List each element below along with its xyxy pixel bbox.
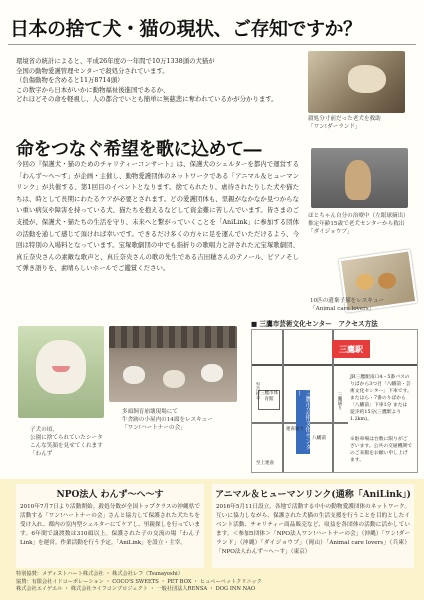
npo-right-title: アニマル＆ヒューマンリンク(通称「AniLink」) [215, 490, 411, 500]
npo-left-body: 2010年7月7日より活動開始。殺処分数が全国トップクラスの沖縄県で活動する「ワン!ハートナーの会」さんと協力して保護された犬たちを受け入れ、都内の室内型シェルターにてケアし、里親探しを行っています。6年間で譲渡数は310頭以上。保護された子の交流の場「わん子Link」を運営。作業活動を行う予定。「AniLink」を設立・主宰。 [20, 504, 200, 546]
road-label: 三鷹通り [337, 392, 342, 410]
caption-line: こんな笑顔を見せてくれます [30, 443, 103, 449]
kitten-shape [355, 273, 375, 291]
barn-dogs-photo [109, 326, 237, 402]
caption-line: 推定年齢15歳で老犬センターから救出 [308, 221, 405, 227]
sponsors-footer [16, 571, 416, 594]
white-dog-caption [30, 426, 110, 458]
divider [8, 44, 416, 45]
caption-line: 子犬の頃、 [30, 427, 58, 433]
rail-line [252, 364, 417, 366]
npo-left-box [16, 484, 204, 568]
old-dog-photo [308, 51, 405, 113]
old-dog-caption [308, 115, 418, 131]
caption-line: 殺処分寸前だった老犬を救助 [308, 116, 381, 122]
dog-shape [348, 65, 386, 93]
caption-line: 「ワン!ダーランド」 [308, 124, 361, 130]
headline-situation: 日本の捨て犬・猫の現状、ご存知ですか？ [10, 18, 362, 40]
text-line: どれほどその命を軽視し、人の都合でいとも簡単に無慈悲に奪われているかが分かります。 [16, 95, 278, 104]
text-line: （負傷動物を含めると11万8714頭） [16, 76, 124, 85]
road-vertical [282, 330, 284, 472]
sponsor-line: 協賛：有限会社イドコーポレーション ・ COCO'S SWEETS ・ PET BOX ・ ヒュペーペットクリニック [16, 578, 262, 585]
npo-right-box [212, 484, 414, 568]
police-label: 八幡前 [312, 436, 327, 441]
caption-line: 「ダイジョウブ」 [308, 229, 353, 235]
rescued-dog-caption [308, 212, 420, 236]
caption-line: 公園に捨てられていたシータ [30, 435, 103, 441]
access-map [251, 329, 418, 473]
dog-shape [123, 366, 145, 384]
center-label: 三鷹市芸術文化センター [296, 390, 310, 454]
headline-hope: 命をつなぐ希望を歌に込めて― [16, 139, 261, 160]
gymnasium-label: 三鷹市体育館 [258, 390, 280, 410]
dog-shape [345, 160, 371, 200]
text-line: 全国の動物愛護管理センターで殺処分されています。 [16, 66, 169, 75]
white-dog-photo [18, 326, 104, 418]
caption-line: 10匹の遺棄子猫をレスキュー [310, 298, 385, 304]
concert-paragraph: 今回の『保護犬・猫のためのチャリティーコンサート』は、保護犬のシェルターを都内で運営する「わんず〜へ〜す」が企画・主催し、動物愛護団体のネットワークである「アニマル＆ヒューマンリンク」が共催する、第1回目のイベントとなります。捨てられたり、虐待されたりした犬や猫たちは、時として長期にわたるケアが必要とされます。どの愛護団体も、里親がなかなか見つからない重い病気や障害を持っている犬、猫たちを抱えるなどして資金難に苦しんでいます。皆さまのご支援が、保護犬・猫たちの生活を守り、未来へと繋がっていくことを「AniLink」に参加する団体の活動を通して感じて頂ければ幸いです。できるだけ多くの方々に足を運んでいただけるよう、今回は特別の入場料となっています。宝塚歌劇団の中でも指折りの歌唱力と評された元宝塚歌劇団、真丘奈央さんの素敵な歌声と、真丘奈央さんの歌の先生である吉田穂さんのテノール、ピアノそして弾き語りを、素晴らしいホールでご鑑賞ください。 [16, 160, 299, 273]
dog-shape [201, 364, 223, 382]
caption-line: 「わんず [30, 451, 53, 457]
rescued-dog-photo [311, 148, 408, 208]
sponsor-line: 特別協賛：メディストハート株式会社 ・ 株式会社レフ（Tsunayoshi） [16, 571, 183, 577]
caption-line: 「Animal care lovers」 [310, 306, 375, 312]
map-title: ■ 三鷹市芸術文化センター アクセス方法 [251, 320, 378, 328]
road-label: 連雀通り [286, 427, 304, 432]
text-line: この数字から日本がいかに動物福祉後進国であるか、 [16, 85, 170, 94]
npo-left-title: NPO法人 わんず〜へ〜す [56, 490, 164, 500]
caption-line: 多頭飼育崩壊現場にて [122, 409, 178, 415]
caption-line: 牛舎跡の小屋内の14頭をレスキュー [122, 417, 213, 423]
kitten-shape [377, 272, 397, 290]
directions-text: JR三鷹駅南口4・5番バスのりばから3つ目「八幡前・芸術文化センター」下車です。またはら・7番のりばから「八幡前」下車1分 または徒歩約15分(三鷹駅より1.2km)。 [350, 375, 412, 422]
npo-right-body: 2016年5月11日設立。各地で活動する中小の動物愛護団体のネットワーク。互いに協力しながら、保護された犬猫の生活支援を行うことを目的としたイベント活動、チャリティー商品販売など、収益を各団体の活動に活かしています。＜参加5団体＞「NPO法人ワン!ハートナーの会」（沖縄）「ワン!ダーランド」（沖縄）「ダイジョウブ」（岡山）「Animal care lovers」（兵庫）「NPO法人わんず〜へ〜す」（東京） [216, 504, 410, 555]
text-line: 環境省の統計によると、平成26年度の一年間で10万1338頭の犬猫が [16, 57, 215, 65]
dog-shape [163, 370, 185, 388]
situation-paragraph [16, 57, 278, 105]
caption-line: 「ワン!ハートナーの会」 [122, 425, 186, 431]
barn-dogs-caption [122, 408, 242, 432]
kittens-caption-text [310, 297, 410, 313]
caption-line: ほとちゃん自分の治療中（左眼球摘出） [308, 213, 409, 219]
road-label: 至吉祥寺 [255, 382, 260, 400]
sponsor-line: 株式会社エイゲエル ・ 株式会社ライフコンプロジェクト ・ 一般社団法人RENSA ・ DOG INN NAO [16, 586, 256, 593]
station-label: 三鷹駅 [332, 340, 370, 358]
parking-note: ※駐車場は台数に限りがございます。公共の交通機関でのご来館をお願い申し上げます。 [350, 437, 412, 463]
road-label: 至上連雀 [256, 461, 274, 466]
fence-shape [109, 326, 237, 348]
